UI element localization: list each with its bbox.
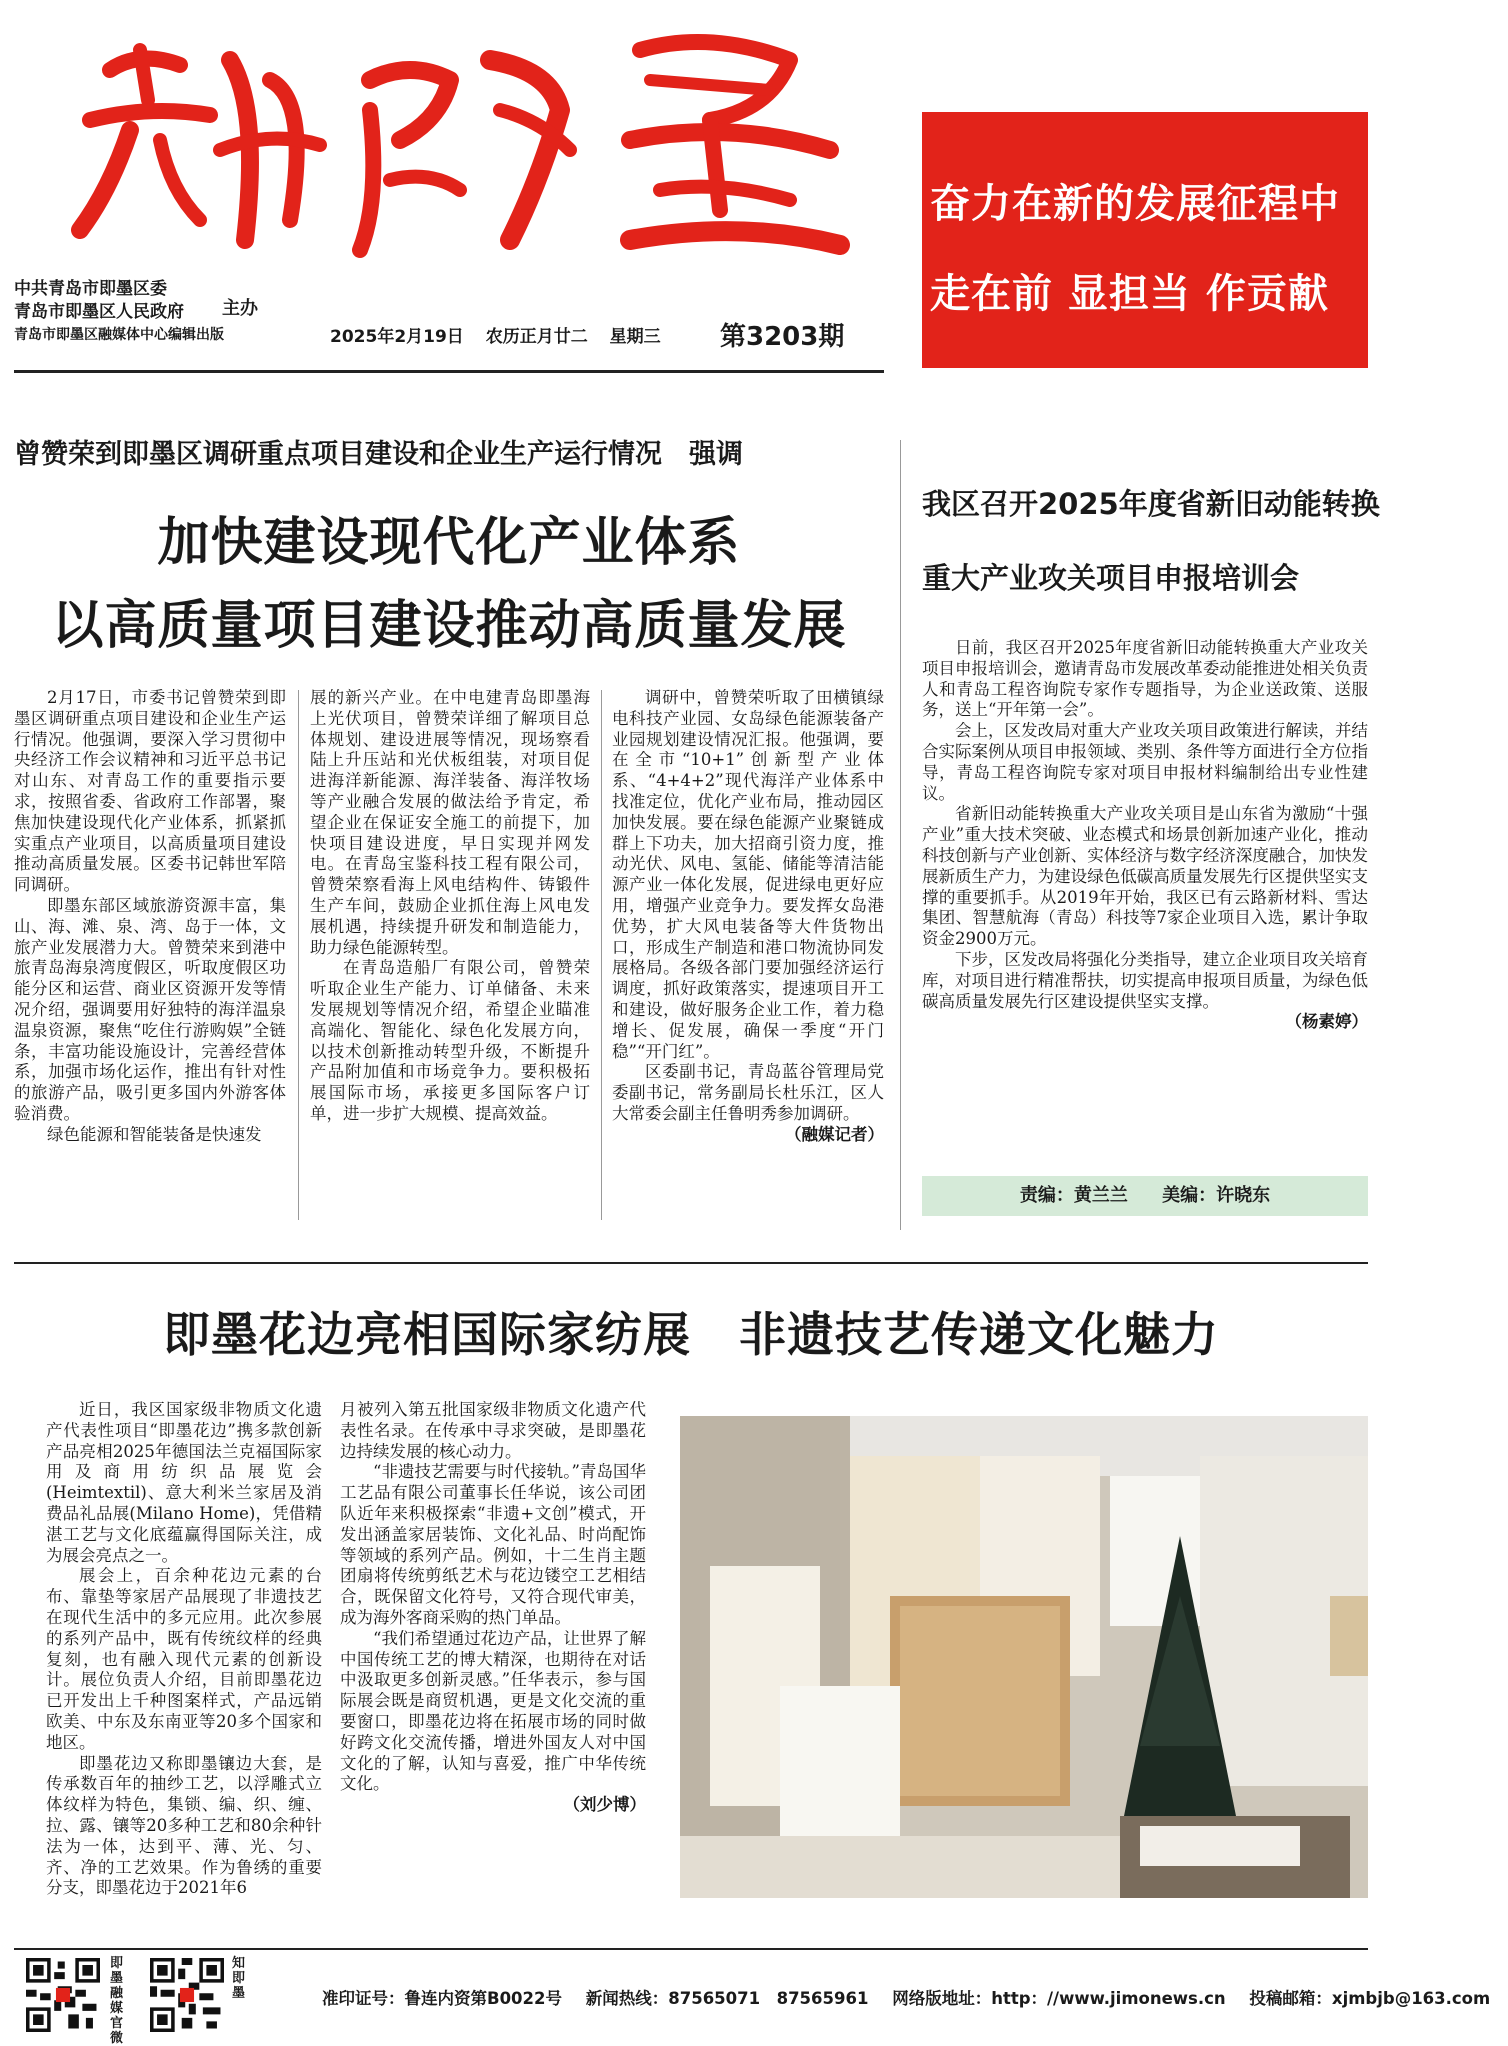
- footer-info: [322, 1985, 1508, 2009]
- organizer-2: 青岛市即墨区人民政府: [14, 302, 184, 322]
- feature-paragraph: 展会上，百余种花边元素的台布、靠垫等家居产品展现了非遗技艺在现代生活中的多元应用。此次参展的系列产品中，既有传统纹样的经典复刻，也有融入现代元素的创新设计。展位负责人介绍，目前即墨花边已开发出上千种图案样式，产品远销欧美、中东及东南亚等20多个国家和地区。: [46, 1566, 322, 1752]
- qr-label-zhijimo: 知即墨: [232, 1956, 246, 2001]
- lead-kicker: 曾赞荣到即墨区调研重点项目建设和企业生产运行情况 强调: [14, 439, 743, 470]
- feature-byline: （刘少博）: [563, 1795, 646, 1815]
- qr-label-weibo: 即墨融媒官微: [110, 1956, 124, 2046]
- sponsor-label: 主办: [222, 298, 258, 319]
- lead-column-3: [612, 688, 884, 1226]
- lead-column-1: [14, 688, 286, 1226]
- submission-email[interactable]: 投稿邮箱：xjmbjb@163.com: [1249, 1989, 1491, 2008]
- dateline: [330, 322, 677, 347]
- feature-column-2: [340, 1400, 646, 1920]
- organizer-3: 青岛市即墨区融媒体中心编辑出版: [14, 327, 224, 343]
- slogan-line-2: 走在前 显担当 作贡献: [930, 271, 1329, 317]
- feature-paragraph: 即墨花边又称即墨镶边大套，是传承数百年的抽纱工艺，以浮雕式立体纹样为特色，集锁、编、织、缠、拉、露、镶等20多种工艺和80余种针法为一体，达到平、薄、光、匀、齐、净的工艺效果。作为鲁绣的重要分支，即墨花边于2021年6: [46, 1753, 322, 1898]
- side-headline-2: 重大产业攻关项目申报培训会: [922, 561, 1300, 595]
- editor-credits: [922, 1176, 1368, 1216]
- slogan-line-1: 奋力在新的发展征程中: [930, 181, 1340, 227]
- side-paragraph: 下步，区发改局将强化分类指导，建立企业项目攻关培育库，对项目进行精准帮扶，切实提高申报项目质量，为绿色低碳高质量发展先行区建设提供坚实支撑。: [922, 949, 1368, 1011]
- feature-paragraph: 近日，我区国家级非物质文化遗产代表性项目“即墨花边”携多款创新产品亮相2025年德国法兰克福国际家用及商用纺织品展览会(Heimtextil)、意大利米兰家居及消费品礼品展(Milano Home)，凭借精湛工艺与文化底蕴赢得国际关注，成为展会亮点之一。: [46, 1400, 322, 1565]
- qr-code-icon[interactable]: [150, 1958, 224, 2032]
- lead-headline-2: 以高质量项目建设推动高质量发展: [51, 596, 847, 656]
- lead-headline-1: 加快建设现代化产业体系: [157, 513, 741, 573]
- lead-column-2: [310, 688, 590, 1226]
- side-headline-1: 我区召开2025年度省新旧动能转换: [922, 487, 1380, 521]
- column-divider: [601, 690, 602, 1220]
- exhibition-photo: [680, 1416, 1368, 1898]
- side-paragraph: 会上，区发改局对重大产业攻关项目政策进行解读，并结合实际案例从项目申报领域、类别、条件等方面进行全方位指导，青岛工程咨询院专家对项目申报材料编制给出专业性建议。: [922, 721, 1368, 803]
- side-paragraph: 日前，我区召开2025年度省新旧动能转换重大产业攻关项目申报培训会，邀请青岛市发展改革委动能推进处相关负责人和青岛工程咨询院专家作专题指导，为企业送政策、送服务，送上“开年第一会”。: [922, 638, 1368, 720]
- lead-paragraph: 在青岛造船厂有限公司，曾赞荣听取企业生产能力、订单储备、未来发展规划等情况介绍，希望企业瞄准高端化、智能化、绿色化发展方向，以技术创新推动转型升级，不断提升产品附加值和市场竞争力。要积极拓展国际市场，承接更多国际客户订单，进一步扩大规模、提高效益。: [310, 958, 590, 1123]
- lead-paragraph: 区委副书记，青岛蓝谷管理局党委副书记，常务副局长杜乐江，区人大常委会副主任鲁明秀参加调研。: [612, 1062, 884, 1123]
- qr-code-icon[interactable]: [26, 1958, 100, 2032]
- column-divider: [298, 690, 299, 1220]
- news-hotline: 新闻热线：87565071 87565961: [585, 1989, 869, 2008]
- masthead-logo: [70, 20, 850, 270]
- lunar-date: 农历正月廿二: [485, 327, 588, 347]
- section-rule: [14, 1262, 1368, 1264]
- slogan-banner: [922, 112, 1368, 368]
- feature-paragraph: 月被列入第五批国家级非物质文化遗产代表性名录。在传承中寻求突破，是即墨花边持续发展的核心动力。: [340, 1400, 646, 1461]
- organizer-list: [14, 278, 224, 347]
- issue-number: 第3203期: [720, 322, 845, 352]
- lead-paragraph: 调研中，曾赞荣听取了田横镇绿电科技产业园、女岛绿色能源装备产业园规划建设情况汇报。他强调，要在全市“10+1”创新型产业体系、“4+4+2”现代海洋产业体系中找准定位，优化产业布局，推动园区加快发展。要在绿色能源产业聚链成群上下功夫，加大招商引资力度，推动光伏、风电、氢能、储能等清洁能源产业一体化发展，促进绿电更好应用，增强产业竞争力。要发挥女岛港优势，扩大风电装备等大件货物出口，形成生产制造和港口物流协同发展格局。各级各部门要加强经济运行调度，抓好政策落实，提速项目开工和建设，做好服务企业工作，着力稳增长、促发展，确保一季度“开门稳”“开门红”。: [612, 688, 884, 1061]
- lead-paragraph: 绿色能源和智能装备是快速发: [47, 1124, 262, 1144]
- masthead-rule: [14, 370, 884, 373]
- side-paragraph: 省新旧动能转换重大产业攻关项目是山东省为激励“十强产业”重大技术突破、业态模式和场景创新加速产业化，推动科技创新与产业创新、实体经济与数字经济深度融合，加快发展新质生产力，为建设绿色低碳高质量发展先行区提供坚实支撑的重要抓手。从2019年开始，我区已有云路新材料、雪达集团、智慧航海（青岛）科技等7家企业项目入选，累计争取资金2900万元。: [922, 804, 1368, 949]
- print-license: 准印证号：鲁连内资第B0022号: [322, 1989, 562, 2008]
- lead-byline: （融媒记者）: [785, 1124, 884, 1144]
- lead-paragraph: 2月17日，市委书记曾赞荣到即墨区调研重点项目建设和企业生产运行情况。他强调，要深入学习贯彻中央经济工作会议精神和习近平总书记对山东、对青岛工作的重要指示要求，按照省委、省政府工作部署，聚焦加快建设现代化产业体系，抓紧抓实重点产业项目，以高质量项目建设推动高质量发展。区委书记韩世军陪同调研。: [14, 688, 286, 895]
- organizer-1: 中共青岛市即墨区委: [14, 279, 167, 299]
- feature-headline: 即墨花边亮相国际家纺展 非遗技艺传递文化魅力: [163, 1308, 1219, 1363]
- weekday: 星期三: [609, 327, 661, 347]
- lead-paragraph: 展的新兴产业。在中电建青岛即墨海上光伏项目，曾赞荣详细了解项目总体规划、建设进展等情况，现场察看陆上升压站和光伏板组装，对项目促进海洋新能源、海洋装备、海洋牧场等产业融合发展的做法给予肯定，希望企业在保证安全施工的前提下，加快项目建设进度，早日实现并网发电。在青岛宝鉴科技工程有限公司，曾赞荣察看海上风电结构件、铸锻件生产车间，鼓励企业抓住海上风电发展机遇，持续提升研发和制造能力，助力绿色能源转型。: [310, 688, 590, 957]
- issue-date: 2025年2月19日: [330, 327, 464, 347]
- designer-credit: 美编：许晓东: [1162, 1185, 1271, 1206]
- footer-rule: [14, 1948, 1368, 1950]
- feature-paragraph: “非遗技艺需要与时代接轨。”青岛国华工艺品有限公司董事长任华说，该公司团队近年来积极探索“非遗+文创”模式，开发出涵盖家居装饰、文化礼品、时尚配饰等领域的系列产品。例如，十二生肖主题团扇将传统剪纸艺术与花边镂空工艺相结合，既保留文化符号，又符合现代审美，成为海外客商采购的热门单品。: [340, 1462, 646, 1627]
- editor-credit: 责编：黄兰兰: [1019, 1185, 1128, 1206]
- lead-paragraph: 即墨东部区域旅游资源丰富，集山、海、滩、泉、湾、岛于一体，文旅产业发展潜力大。曾赞荣来到港中旅青岛海泉湾度假区，听取度假区功能分区和运营、商业区资源开发等情况介绍，强调要用好独特的海洋温泉温泉资源，聚焦“吃住行游购娱”全链条，丰富功能设施设计，完善经营体系，加强市场化运作，推出有针对性的旅游产品，吸引更多国内外游客体验消费。: [14, 895, 286, 1123]
- feature-column-1: [46, 1400, 322, 1920]
- feature-paragraph: “我们希望通过花边产品，让世界了解中国传统工艺的博大精深，也期待在对话中汲取更多创新灵感。”任华表示，参与国际展会既是商贸机遇，更是文化交流的重要窗口，即墨花边将在拓展市场的同时做好跨文化交流传播，增进外国友人对中国文化的了解，认知与喜爱，推广中华传统文化。: [340, 1628, 646, 1794]
- side-byline: （杨素婷）: [1285, 1012, 1368, 1032]
- section-divider: [900, 440, 901, 1230]
- website-link[interactable]: 网络版地址：http：//www.jimonews.cn: [892, 1989, 1226, 2008]
- side-body: [922, 638, 1368, 1098]
